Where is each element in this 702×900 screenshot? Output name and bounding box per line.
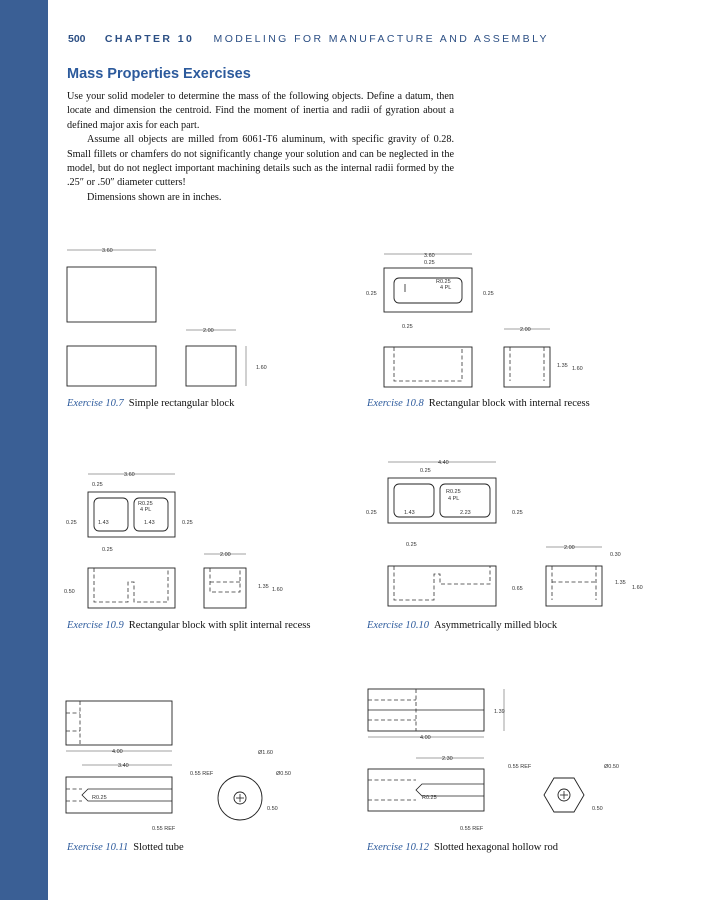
exercise-title: Asymmetrically milled block	[434, 620, 558, 631]
dim-pocket-2: 2.23	[460, 510, 471, 516]
dim-radius-note: 4 PL	[448, 496, 460, 502]
dim-left: 0.25	[366, 291, 377, 297]
dim-ref: 0.55 REF	[152, 826, 176, 832]
exercise-10-12-drawing	[360, 683, 660, 838]
dim-height: 1.60	[632, 585, 643, 591]
exercise-10-12-caption	[367, 842, 558, 853]
dim-pocket-1: 1.43	[404, 510, 415, 516]
dim-bottom: 0.25	[102, 547, 113, 553]
dim-slot: 0.50	[64, 589, 75, 595]
dim-ref: 0.55 REF	[460, 826, 484, 832]
dim-depth: 1.35	[258, 584, 269, 590]
dim-offset-top: 0.25	[424, 260, 435, 266]
dim-pocket-2: 1.43	[144, 520, 155, 526]
exercise-number: Exercise 10.9	[67, 620, 124, 631]
exercise-number: Exercise 10.10	[367, 620, 430, 631]
dim-radius-note: 4 PL	[140, 507, 152, 513]
intro-paragraph-3: Dimensions shown are in inches.	[87, 191, 222, 203]
exercise-10-10-caption	[367, 620, 557, 631]
section-title: Mass Properties Exercises	[67, 66, 251, 82]
dim-length: 3.60	[424, 253, 435, 259]
exercise-10-7-caption	[67, 398, 234, 409]
dim-height: 1.60	[256, 365, 267, 371]
exercise-number: Exercise 10.11	[67, 842, 129, 853]
dim-length: 4.00	[420, 735, 431, 741]
running-header	[68, 33, 549, 45]
dim-width: 2.00	[203, 328, 214, 334]
dim-slot-length: 3.40	[118, 763, 129, 769]
dim-depth: 1.35	[615, 580, 626, 586]
dim-bottom: 0.25	[406, 542, 417, 548]
dim-step: 0.65	[512, 586, 523, 592]
dim-length: 4.00	[112, 749, 123, 755]
dim-radius: R0.25	[92, 795, 107, 801]
dim-length: 3.60	[124, 472, 135, 478]
dim-wall: 0.30	[610, 552, 621, 558]
dim-radius: R0.25	[436, 279, 451, 285]
dim-width: 2.00	[564, 545, 575, 551]
exercise-10-11-caption	[67, 842, 184, 853]
dim-height: 1.60	[272, 587, 283, 593]
dim-right: 0.25	[483, 291, 494, 297]
exercise-title: Simple rectangular block	[128, 398, 235, 409]
dim-radius: R0.25	[422, 795, 437, 801]
exercise-title: Slotted hexagonal hollow rod	[434, 842, 558, 853]
exercise-10-8-caption	[367, 398, 590, 409]
dim-length: 4.40	[438, 460, 449, 466]
exercise-number: Exercise 10.12	[367, 842, 430, 853]
dim-slot-length: 2.30	[442, 756, 453, 762]
intro-paragraph-1: Use your solid modeler to determine the mass of the following objects. Define a datum, then locate and dimension the centroid. Find the moment of inertia and radii of gyration about a defined major axis for each part.	[67, 91, 454, 131]
page-number: 500	[68, 33, 86, 45]
exercise-title: Rectangular block with split internal recess	[128, 620, 311, 631]
exercise-10-11-drawing	[60, 693, 320, 838]
chapter-title: MODELING FOR MANUFACTURE AND ASSEMBLY	[213, 33, 549, 45]
exercise-10-8-drawing	[360, 240, 620, 395]
dim-radius-note: 4 PL	[440, 285, 452, 291]
dim-pocket-1: 1.43	[98, 520, 109, 526]
exercise-10-7-drawing	[60, 240, 290, 395]
exercise-10-9-caption	[67, 620, 310, 631]
exercise-title: Slotted tube	[133, 842, 184, 853]
dim-width: 2.00	[220, 552, 231, 558]
exercise-title: Rectangular block with internal recess	[428, 398, 590, 409]
dim-height: 1.60	[572, 366, 583, 372]
dim-offset-top: 0.25	[420, 468, 431, 474]
dim-depth: 1.35	[557, 363, 568, 369]
intro-text	[67, 90, 454, 205]
dim-bottom: 0.25	[402, 324, 413, 330]
chapter-label: CHAPTER 10	[104, 33, 195, 45]
dim-length: 3.60	[102, 248, 113, 254]
dim-right: 0.25	[182, 520, 193, 526]
dim-height: 1.39	[494, 709, 505, 715]
dim-bore-diameter: Ø0.50	[604, 764, 619, 770]
dim-left: 0.25	[66, 520, 77, 526]
dim-right: 0.25	[512, 510, 523, 516]
dim-slot-width: 0.55 REF	[508, 764, 532, 770]
dim-offset-top: 0.25	[92, 482, 103, 488]
dim-radius: R0.25	[446, 489, 461, 495]
dim-left: 0.25	[366, 510, 377, 516]
dim-slot-end: 0.50	[267, 806, 278, 812]
page-sidebar-band	[0, 0, 48, 900]
exercise-number: Exercise 10.8	[367, 398, 424, 409]
exercise-10-10-drawing	[360, 456, 660, 616]
dim-outer-diameter: Ø1.60	[258, 750, 273, 756]
dim-slot-width: 0.55 REF	[190, 771, 214, 777]
exercise-number: Exercise 10.7	[67, 398, 124, 409]
exercise-10-9-drawing	[60, 466, 300, 616]
dim-width: 2.00	[520, 327, 531, 333]
dim-slot-end: 0.50	[592, 806, 603, 812]
dim-radius: R0.25	[138, 501, 153, 507]
intro-paragraph-2: Assume all objects are milled from 6061-T6 aluminum, with specific gravity of 0.28. Small fillets or chamfers do not significantly change your solution and can be neglected in the model, but do not neglect important machining details such as the internal radii formed by the .25″ or .50″ diameter cutters!	[67, 134, 454, 189]
dim-inner-diameter: Ø0.50	[276, 771, 291, 777]
